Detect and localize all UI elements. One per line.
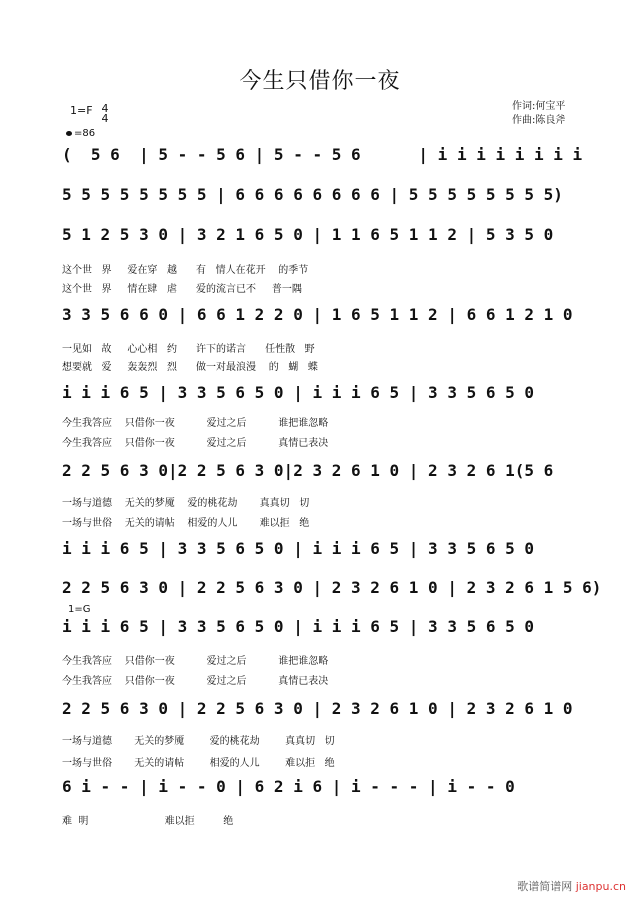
quarter-note-icon (66, 131, 72, 136)
notation-row (62, 182, 592, 208)
notation-line: i i i 6 5 | 3 3 5 6 5 0 | i i i 6 5 | 3 3 5 6 5 0 (62, 383, 535, 402)
notation-row (62, 222, 592, 248)
notation-line: 6 i - - | i - - 0 | 6 2 i 6 | i - - - | i - - 0 (62, 777, 515, 796)
notation-line: 2 2 5 6 3 0 | 2 2 5 6 3 0 | 2 3 2 6 1 0 | 2 3 2 6 1 5 6) (62, 578, 602, 597)
credits (512, 100, 565, 128)
watermark-url: jianpu.cn (575, 880, 626, 893)
lyric-line: 一见如 故 心心相 约 许下的诺言 任性散 野 (62, 344, 315, 355)
notation-row (62, 142, 592, 168)
lyric-line: 一场与道德 无关的梦魇 爱的桃花劫 真真切 切 (62, 736, 335, 747)
time-bottom: 4 (101, 112, 109, 125)
notation-line: i i i 6 5 | 3 3 5 6 5 0 | i i i 6 5 | 3 3 5 6 5 0 (62, 539, 535, 558)
notation-row (62, 614, 592, 640)
lyric-line: 这个世 界 情在肆 虐 爱的流言已不 普一隅 (62, 284, 302, 295)
lyric-line: 一场与世俗 无关的请帖 相爱的人儿 难以拒 绝 (62, 518, 310, 529)
lyric-line: 今生我答应 只借你一夜 爱过之后 谁把谁忽略 (62, 418, 329, 429)
notation-row (62, 774, 592, 800)
time-top: 4 (101, 102, 109, 115)
lyric-line: 一场与世俗 无关的请帖 相爱的人儿 难以拒 绝 (62, 758, 335, 769)
lyricist: 作词:何宝平 (512, 101, 566, 112)
lyric-line: 今生我答应 只借你一夜 爱过之后 谁把谁忽略 (62, 656, 329, 667)
key-signature (70, 102, 109, 125)
lyric-line: 一场与道德 无关的梦魇 爱的桃花劫 真真切 切 (62, 498, 310, 509)
key-label: 1=F (70, 104, 93, 117)
key-change: 1=G (68, 604, 91, 615)
site-watermark (517, 878, 626, 894)
notation-row (62, 302, 592, 328)
notation-line: 3 3 5 6 6 0 | 6 6 1 2 2 0 | 1 6 5 1 1 2 | 6 6 1 2 1 0 (62, 305, 573, 324)
lyric-line: 这个世 界 爱在穿 越 有 情人在花开 的季节 (62, 265, 309, 276)
tempo-marking (66, 128, 95, 139)
notation-line: 5 5 5 5 5 5 5 5 | 6 6 6 6 6 6 6 6 | 5 5 5 5 5 5 5 5) (62, 185, 563, 204)
watermark-site: 歌谱简谱网 (517, 880, 573, 893)
notation-line: i i i 6 5 | 3 3 5 6 5 0 | i i i 6 5 | 3 3 5 6 5 0 (62, 617, 535, 636)
lyric-line: 难 明 难以拒 绝 (62, 816, 234, 827)
notation-row (62, 380, 592, 406)
tempo-value: =86 (74, 128, 96, 139)
notation-line: 2 2 5 6 3 0 | 2 2 5 6 3 0 | 2 3 2 6 1 0 | 2 3 2 6 1 0 (62, 699, 573, 718)
notation-row (62, 575, 602, 601)
notation-row (62, 458, 592, 484)
notation-row (62, 536, 592, 562)
notation-line: 2 2 5 6 3 0|2 2 5 6 3 0|2 3 2 6 1 0 | 2 3 2 6 1(5 6 (62, 461, 554, 480)
lyric-line: 想要就 爱 轰轰烈 烈 做一对最浪漫 的 蝴 蝶 (62, 362, 318, 373)
notation-row (62, 696, 592, 722)
time-signature (100, 104, 110, 124)
composer: 作曲:陈良斧 (512, 115, 566, 126)
lyric-line: 今生我答应 只借你一夜 爱过之后 真情已表决 (62, 438, 329, 449)
lyric-line: 今生我答应 只借你一夜 爱过之后 真情已表决 (62, 676, 329, 687)
song-title: 今生只借你一夜 (239, 69, 401, 94)
notation-line: 5 1 2 5 3 0 | 3 2 1 6 5 0 | 1 1 6 5 1 1 2 | 5 3 5 0 (62, 225, 554, 244)
notation-line: ( 5 6 | 5 - - 5 6 | 5 - - 5 6 | i i i i i i i i (62, 145, 583, 164)
